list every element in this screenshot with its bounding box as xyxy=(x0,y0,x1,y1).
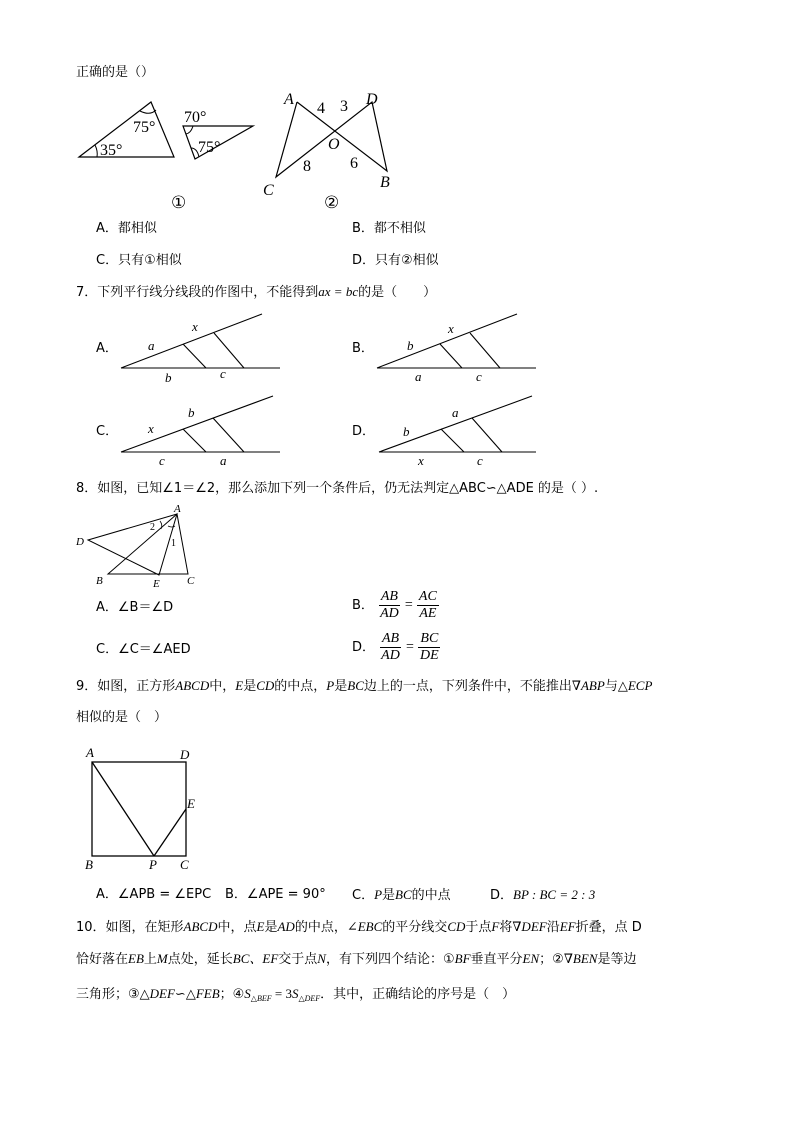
svg-text:a: a xyxy=(452,405,459,420)
q7-stem: 7．下列平行线分线段的作图中，不能得到ax = bc的是（ ） xyxy=(76,284,437,300)
q7-figure-c xyxy=(121,396,280,468)
svg-text:P: P xyxy=(149,857,157,872)
svg-text:x: x xyxy=(418,453,424,468)
svg-text:B: B xyxy=(85,857,93,872)
svg-text:x: x xyxy=(148,421,154,436)
svg-text:A: A xyxy=(174,503,181,515)
svg-text:E: E xyxy=(153,578,160,590)
q8-stem: 8．如图，已知∠1＝∠2，那么添加下列一个条件后，仍无法判定△ABC∽△ADE 的是（ ）. xyxy=(76,481,599,496)
svg-text:c: c xyxy=(159,453,165,468)
q6-angle-75-large: 75° xyxy=(133,119,156,136)
q6-caption-2: ② xyxy=(324,193,340,212)
q9-option-b: B．∠APE = 90° xyxy=(225,887,326,902)
svg-text:E: E xyxy=(187,796,195,811)
q8-option-a: A．∠B＝∠D xyxy=(96,600,174,615)
q9-stem-line2: 相似的是（ ） xyxy=(76,710,168,725)
q6-stem-tail: 正确的是（） xyxy=(76,65,155,80)
svg-text:a: a xyxy=(148,338,155,353)
svg-text:D: D xyxy=(366,91,378,108)
q6-caption-1: ① xyxy=(171,193,187,212)
svg-text:1: 1 xyxy=(171,538,176,549)
svg-text:a: a xyxy=(415,369,422,384)
svg-text:C: C xyxy=(180,857,189,872)
q6-option-a: A．都相似 xyxy=(96,221,157,236)
q8-option-c: C．∠C＝∠AED xyxy=(96,642,191,657)
q9-figure xyxy=(0,740,220,880)
svg-text:6: 6 xyxy=(350,155,358,172)
q9-stem-line1: 9．如图，正方形ABCD中，E是CD的中点，P是BC边上的一点，下列条件中，不能推出∇ABP与△ECP xyxy=(76,678,653,694)
svg-text:3: 3 xyxy=(340,98,348,115)
svg-text:O: O xyxy=(328,136,340,153)
svg-text:2: 2 xyxy=(150,522,155,533)
q6-figure-1 xyxy=(0,0,794,220)
svg-text:C: C xyxy=(187,575,195,587)
q7-figure-a xyxy=(121,314,280,385)
svg-text:b: b xyxy=(403,424,410,439)
q6-angle-35: 35° xyxy=(100,142,123,159)
q8-option-d: D． $\frac{AB}{AD}$ = $\frac{BC}{DE}$ xyxy=(352,631,439,664)
q7-option-a-label: A． xyxy=(96,341,118,356)
q8-option-b: B． $\frac{AB}{AD}$ = $\frac{AC}{AE}$ xyxy=(352,589,437,622)
svg-text:c: c xyxy=(476,369,482,384)
q7-figure-b xyxy=(377,314,536,384)
svg-text:b: b xyxy=(188,405,195,420)
svg-text:B: B xyxy=(96,575,103,587)
q10-line2: 恰好落在EB上M点处，延长BC、EF交于点N，有下列四个结论：①BF垂直平分EN；②∇BEN是等边 xyxy=(76,951,637,967)
svg-text:x: x xyxy=(192,319,198,334)
svg-text:D: D xyxy=(76,536,84,548)
q9-option-c: C．P是BC的中点 xyxy=(352,887,451,903)
q10-line3: 三角形；③△DEF∽△FEB；$④S_{\triangle BEF} = 3S_{\triangle DEF}$．其中，正确结论的序号是（ ） xyxy=(76,986,516,1003)
q6-angle-75-small: 75° xyxy=(198,139,221,156)
svg-text:C: C xyxy=(263,182,274,199)
svg-text:b: b xyxy=(165,370,172,385)
q8-figure xyxy=(0,500,220,590)
q6-angle-70: 70° xyxy=(184,109,207,126)
svg-text:x: x xyxy=(448,321,454,336)
q6-option-c: C．只有①相似 xyxy=(96,253,182,268)
q7-option-d-label: D． xyxy=(352,424,376,439)
q6-option-b: B．都不相似 xyxy=(352,221,426,236)
svg-text:D: D xyxy=(180,747,190,762)
svg-text:A: A xyxy=(284,91,294,108)
svg-text:b: b xyxy=(407,338,414,353)
q6-large-triangle xyxy=(79,102,174,157)
q6-option-d: D．只有②相似 xyxy=(352,253,439,268)
svg-text:A: A xyxy=(86,745,94,760)
q7-figure-d xyxy=(379,396,536,468)
svg-text:a: a xyxy=(220,453,227,468)
q7-option-b-label: B． xyxy=(352,341,374,356)
q10-line1: 10．如图，在矩形ABCD中，点E是AD的中点，∠EBC的平分线交CD于点F将∇DEF沿EF折叠，点 D xyxy=(76,919,642,935)
q9-option-d: D．BP : BC = 2 : 3 xyxy=(490,887,596,903)
svg-text:8: 8 xyxy=(303,158,311,175)
svg-text:c: c xyxy=(477,453,483,468)
svg-text:4: 4 xyxy=(317,100,325,117)
svg-text:B: B xyxy=(380,174,390,191)
q9-option-a: A．∠APB = ∠EPC xyxy=(96,887,212,902)
q7-option-c-label: C． xyxy=(96,424,119,439)
q7-figures xyxy=(0,300,794,470)
svg-text:c: c xyxy=(220,366,226,381)
